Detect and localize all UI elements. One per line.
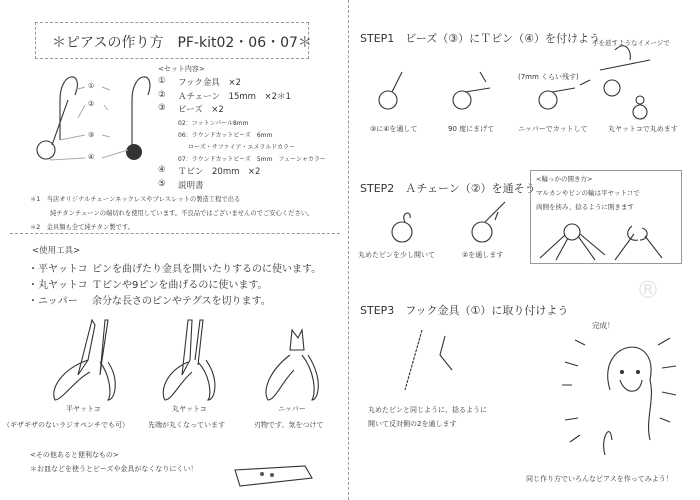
step2-caption: 丸めたピンを少し開いて xyxy=(358,251,435,259)
bead-variant: 02：コットンパール8mm xyxy=(178,120,249,127)
note: ＊2 金具類も全て純チタン製です。 xyxy=(30,224,134,231)
box-line: 両側を挟み、捻るように開きます xyxy=(536,203,634,211)
set-item-num: ③ xyxy=(158,103,166,113)
horizontal-divider xyxy=(10,233,340,234)
set-heading: <セット内容> xyxy=(158,65,205,73)
tool-name: ・ニッパー xyxy=(28,296,78,307)
box-line: マルカンやピンの輪は平ヤットコで xyxy=(536,189,640,197)
tool-name: ・平ヤットコ xyxy=(28,264,88,275)
step3-illustrations xyxy=(0,0,1,1)
step1-caption: ③に④を通して xyxy=(370,125,418,133)
tool-caption-note: 先端が丸くなっています xyxy=(148,421,225,429)
tool-caption: ニッパー xyxy=(278,405,306,413)
step1-caption: 90 度にまげて xyxy=(448,125,495,133)
diagram-label-2: ② xyxy=(88,100,95,108)
set-item-num: ④ xyxy=(158,165,166,175)
tool-desc: Ｔピンや9ピンを曲げるのに使います。 xyxy=(92,280,268,291)
set-item-num: ⑤ xyxy=(158,179,166,189)
tool-caption: 丸ヤットコ xyxy=(172,405,207,413)
step3-caption: 丸めたピンと同じように、捻るように xyxy=(368,406,487,414)
step1-hint: 手を返すようなイメージで xyxy=(592,39,670,47)
page-title: ＊ピアスの作り方 PF-kit02・06・07＊ xyxy=(52,35,312,51)
tool-caption-note: 刃物です、気をつけて xyxy=(254,421,324,429)
vertical-divider xyxy=(348,0,349,500)
set-item-num: ② xyxy=(158,90,166,100)
step2-caption: ②を通します xyxy=(462,251,504,259)
done-label: 完成！ xyxy=(592,321,615,330)
step1-title: STEP1 ビーズ（③）にＴピン（④）を付けよう xyxy=(360,32,601,45)
set-item: Ｔピン 20mm ×2 xyxy=(178,167,261,177)
other-heading: <その他あると便利なもの> xyxy=(30,451,119,459)
tools-heading: <使用工具> xyxy=(32,246,81,256)
tool-desc: ピンを曲げたり金具を開いたりするのに使います。 xyxy=(92,264,322,275)
diagram-label-1: ① xyxy=(88,82,95,90)
note: 純チタンチェーンの端切れを使用しています。不良品ではございませんのでご安心ください。 xyxy=(50,210,314,217)
bead-variant: 07：ラウンドカットビーズ 5mm フューシャカラー xyxy=(178,156,326,163)
other-note: ＊お皿などを使うとビーズや金具がなくなりにくい！ xyxy=(30,465,198,473)
step1-caption: ニッパーでカットして xyxy=(518,125,588,133)
set-item: ビーズ ×2 xyxy=(178,105,224,115)
set-item: Ａチェーン 15mm ×2＊1 xyxy=(178,92,291,102)
tool-caption-note: （ギザギザのないラジオペンチでも可） xyxy=(3,421,129,429)
set-item-num: ① xyxy=(158,76,166,86)
ring-opening-box xyxy=(530,170,682,264)
tool-desc: 余分な長さのピンやテグスを切ります。 xyxy=(92,296,271,307)
tool-name: ・丸ヤットコ xyxy=(28,280,88,291)
bead-variant: 06：ラウンドカットビーズ 6mm xyxy=(178,132,273,139)
step3-caption: 開いて反対側の2を通します xyxy=(368,420,457,428)
step1-caption: 丸ヤットコで丸めます xyxy=(608,125,678,133)
step3-title: STEP3 フック金具（①）に取り付けよう xyxy=(360,304,569,317)
diagram-label-3: ③ xyxy=(88,131,95,139)
set-item: 説明書 xyxy=(178,181,204,191)
note: ＊1 当店オリジナルチェーンネックレスやブレスレットの製造工程で出る xyxy=(30,196,241,203)
step2-title: STEP2 Ａチェーン（②）を通そう xyxy=(360,182,536,195)
step1-cut-hint: (7mm くらい残す) xyxy=(518,73,579,81)
set-item: フック金具 ×2 xyxy=(178,78,241,88)
tool-caption: 平ヤットコ xyxy=(66,405,101,413)
registered-mark: ® xyxy=(636,276,660,304)
final-caption: 同じ作り方でいろんなピアスを作ってみよう！ xyxy=(526,475,673,483)
bead-variant: ローズ・サファイア・エメラルドカラー xyxy=(188,144,296,151)
box-heading: <輪っかの開き方> xyxy=(536,175,593,183)
diagram-label-4: ④ xyxy=(88,153,95,161)
